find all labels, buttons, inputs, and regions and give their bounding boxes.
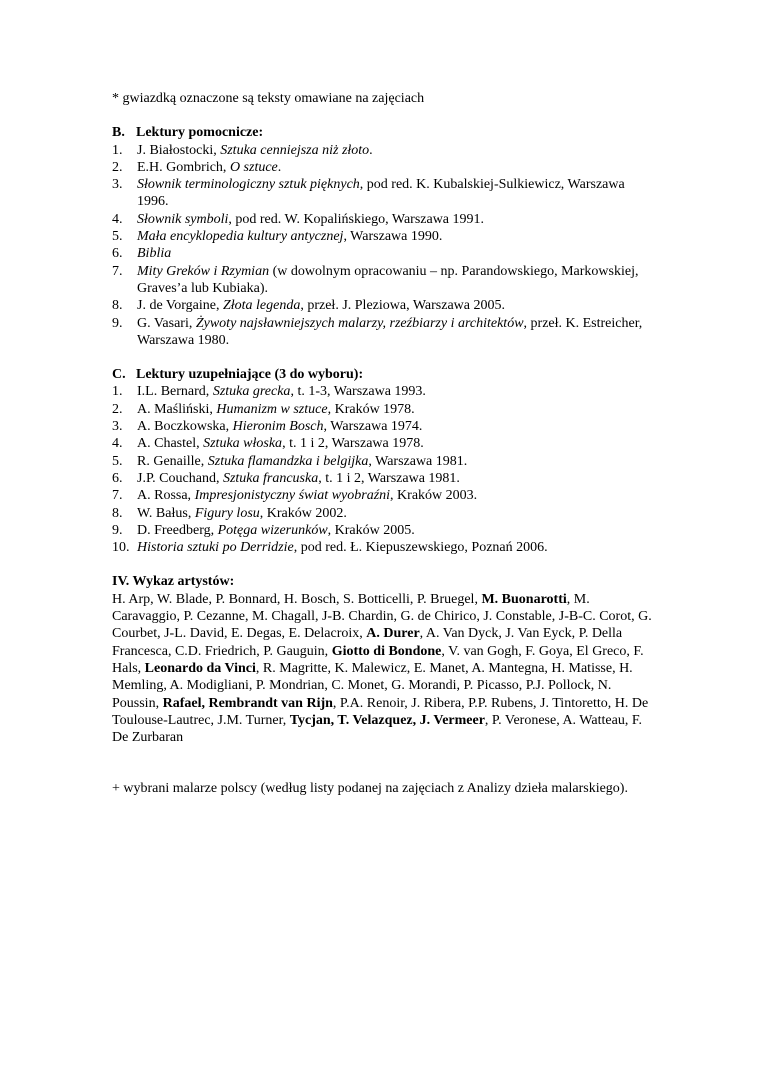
reading-list-item: [112, 522, 652, 539]
text-segment: A. Chastel,: [137, 436, 204, 452]
artist-list: [112, 591, 652, 747]
item-number: 3.: [112, 419, 123, 435]
italic-title: Humanizm w sztuce: [216, 401, 328, 417]
text-segment: R. Genaille,: [137, 453, 208, 469]
text-segment: , t. 1 i 2, Warszawa 1978.: [282, 436, 424, 452]
text-segment: , t. 1-3, Warszawa 1993.: [290, 384, 426, 400]
item-number: 5.: [112, 229, 123, 245]
item-number: 1.: [112, 384, 123, 400]
item-number: 8.: [112, 298, 123, 314]
text-segment: G. Vasari,: [137, 315, 196, 331]
text-segment: , Warszawa 1990.: [343, 229, 443, 245]
text-segment: J. Białostocki,: [137, 142, 221, 158]
section-b-title: Lektury pomocnicze:: [136, 125, 264, 141]
text-segment: J. de Vorgaine,: [137, 298, 223, 314]
section-b-letter: B.: [112, 125, 125, 141]
italic-title: Hieronim Bosch: [232, 419, 324, 435]
text-segment: , Warszawa 1974.: [323, 419, 423, 435]
text-segment: , pod red. Ł. Kiepuszewskiego, Poznań 2006.: [293, 540, 548, 556]
reading-list-item: [112, 159, 652, 176]
text-segment: (w dowolnym opracowaniu – np. Parandowskiego, Markowskiej, Graves’a lub Kubiaka).: [137, 263, 639, 296]
section-c-heading: [112, 366, 652, 383]
item-number: 5.: [112, 453, 123, 469]
text-segment: , P.A. Renoir, J. Ribera, P.P. Rubens, J. Tintoretto, H. De Toulouse-Lautrec, J.M. Turner,: [112, 695, 649, 728]
item-number: 9.: [112, 522, 123, 538]
reading-list-item: [112, 245, 652, 262]
footer-note: + wybrani malarze polscy (według listy podanej na zajęciach z Analizy dzieła malarskiego).: [112, 781, 628, 797]
reading-list-item: [112, 453, 652, 470]
text-segment: , przeł. K. Estreicher, Warszawa 1980.: [137, 315, 643, 348]
reading-list-item: [112, 505, 652, 522]
text-segment: W. Bałus,: [137, 505, 195, 521]
italic-title: Sztuka cenniejsza niż złoto: [220, 142, 370, 158]
text-segment: D. Freedberg,: [137, 522, 218, 538]
item-number: 7.: [112, 263, 123, 279]
reading-list-item: [112, 401, 652, 418]
reading-list-item: [112, 142, 652, 159]
section-c-list: [112, 383, 652, 556]
item-number: 7.: [112, 488, 123, 504]
reading-list-item: [112, 211, 652, 228]
text-segment: A. Boczkowska,: [137, 419, 233, 435]
item-number: 4.: [112, 211, 123, 227]
bold-text: Tycjan, T. Velazquez, J. Vermeer: [289, 712, 485, 728]
reading-list-item: [112, 487, 652, 504]
section-b-list: [112, 142, 652, 350]
bold-text: Rafael, Rembrandt van Rijn: [162, 695, 333, 711]
text-segment: H. Arp, W. Blade, P. Bonnard, H. Bosch, S. Botticelli, P. Bruegel,: [112, 591, 482, 607]
item-number: 4.: [112, 436, 123, 452]
reading-list-item: [112, 435, 652, 452]
spacer: [112, 107, 652, 124]
document-page: [112, 90, 652, 798]
text-segment: , pod red. K. Kubalskiej-Sulkiewicz, Warszawa 1996.: [137, 177, 625, 210]
text-segment: J.P. Couchand,: [137, 470, 223, 486]
italic-title: Mała encyklopedia kultury antycznej: [137, 229, 344, 245]
reading-list-item: [112, 315, 652, 350]
text-segment: , Kraków 2002.: [259, 505, 347, 521]
italic-title: Słownik terminologiczny sztuk pięknych: [137, 177, 360, 193]
text-segment: , M. Caravaggio, P. Cezanne, M. Chagall, J-B. Chardin, G. de Chirico, J. Constable, J-B-C. Corot, G. Courbet, J-L. David, E. Degas, E. Delacroix,: [112, 591, 652, 642]
reading-list-item: [112, 383, 652, 400]
item-number: 9.: [112, 315, 123, 331]
text-segment: , Kraków 2005.: [327, 522, 415, 538]
reading-list-item: [112, 470, 652, 487]
italic-title: Mity Greków i Rzymian: [137, 263, 270, 279]
spacer: [112, 746, 652, 780]
reading-list-item: [112, 297, 652, 314]
italic-title: Impresjonistyczny świat wyobraźni: [194, 488, 391, 504]
italic-title: Żywoty najsławniejszych malarzy, rzeźbiarzy i architektów: [195, 315, 524, 331]
text-segment: , t. 1 i 2, Warszawa 1981.: [318, 470, 460, 486]
reading-list-item: [112, 176, 652, 211]
text-segment: .: [369, 142, 373, 158]
item-number: 2.: [112, 159, 123, 175]
bold-text: M. Buonarotti: [481, 591, 567, 607]
bold-text: Giotto di Bondone: [331, 643, 442, 659]
italic-title: Biblia: [137, 246, 172, 262]
text-segment: A. Rossa,: [137, 488, 195, 504]
text-segment: , R. Magritte, K. Malewicz, E. Manet, A. Mantegna, H. Matisse, H. Memling, A. Modigliani, P. Mondrian, C. Monet, G. Morandi, P. Picasso, P.J. Pollock, N. Poussin,: [112, 660, 633, 711]
bold-text: A. Durer: [366, 626, 420, 642]
italic-title: O sztuce: [229, 159, 278, 175]
italic-title: Słownik symboli: [137, 211, 229, 227]
item-number: 6.: [112, 470, 123, 486]
italic-title: Historia sztuki po Derridzie: [137, 540, 294, 556]
italic-title: Sztuka flamandzka i belgijka: [207, 453, 369, 469]
item-number: 2.: [112, 401, 123, 417]
item-number: 8.: [112, 505, 123, 521]
text-segment: .: [277, 159, 282, 175]
spacer: [112, 556, 652, 573]
reading-list-item: [112, 539, 652, 556]
text-segment: E.H. Gombrich,: [137, 159, 230, 175]
reading-list-item: [112, 263, 652, 298]
text-segment: A. Maśliński,: [137, 401, 217, 417]
text-segment: , Warszawa 1981.: [368, 453, 468, 469]
italic-title: Potęga wizerunków: [217, 522, 328, 538]
section-b-heading: [112, 124, 652, 141]
italic-title: Złota legenda: [222, 298, 301, 314]
item-number: 3.: [112, 177, 123, 193]
text-segment: , V. van Gogh, F. Goya, El Greco, F. Hals,: [112, 643, 644, 676]
item-number: 1.: [112, 142, 123, 158]
spacer: [112, 349, 652, 366]
italic-title: Sztuka włoska: [203, 436, 283, 452]
italic-title: Sztuka grecka: [212, 384, 291, 400]
italic-title: Sztuka francuska: [222, 470, 319, 486]
text-segment: , Kraków 2003.: [390, 488, 478, 504]
text-segment: , przeł. J. Pleziowa, Warszawa 2005.: [300, 298, 506, 314]
item-number: 10.: [112, 540, 130, 556]
bold-text: Leonardo da Vinci: [144, 660, 256, 676]
section-c-title: Lektury uzupełniające (3 do wyboru):: [136, 367, 364, 383]
reading-list-item: [112, 228, 652, 245]
italic-title: Figury losu: [194, 505, 260, 521]
text-segment: I.L. Bernard,: [137, 384, 213, 400]
section-iv-heading: IV. Wykaz artystów:: [112, 574, 235, 590]
asterisk-note: * gwiazdką oznaczone są teksty omawiane na zajęciach: [112, 91, 425, 106]
reading-list-item: [112, 418, 652, 435]
section-c-letter: C.: [112, 367, 126, 383]
text-segment: , Kraków 1978.: [327, 401, 415, 417]
text-segment: , A. Van Dyck, J. Van Eyck, P. Della Francesca, C.D. Friedrich, P. Gauguin,: [112, 626, 623, 659]
item-number: 6.: [112, 246, 123, 262]
text-segment: , pod red. W. Kopalińskiego, Warszawa 1991.: [228, 211, 485, 227]
text-segment: , P. Veronese, A. Watteau, F. De Zurbaran: [112, 712, 642, 746]
